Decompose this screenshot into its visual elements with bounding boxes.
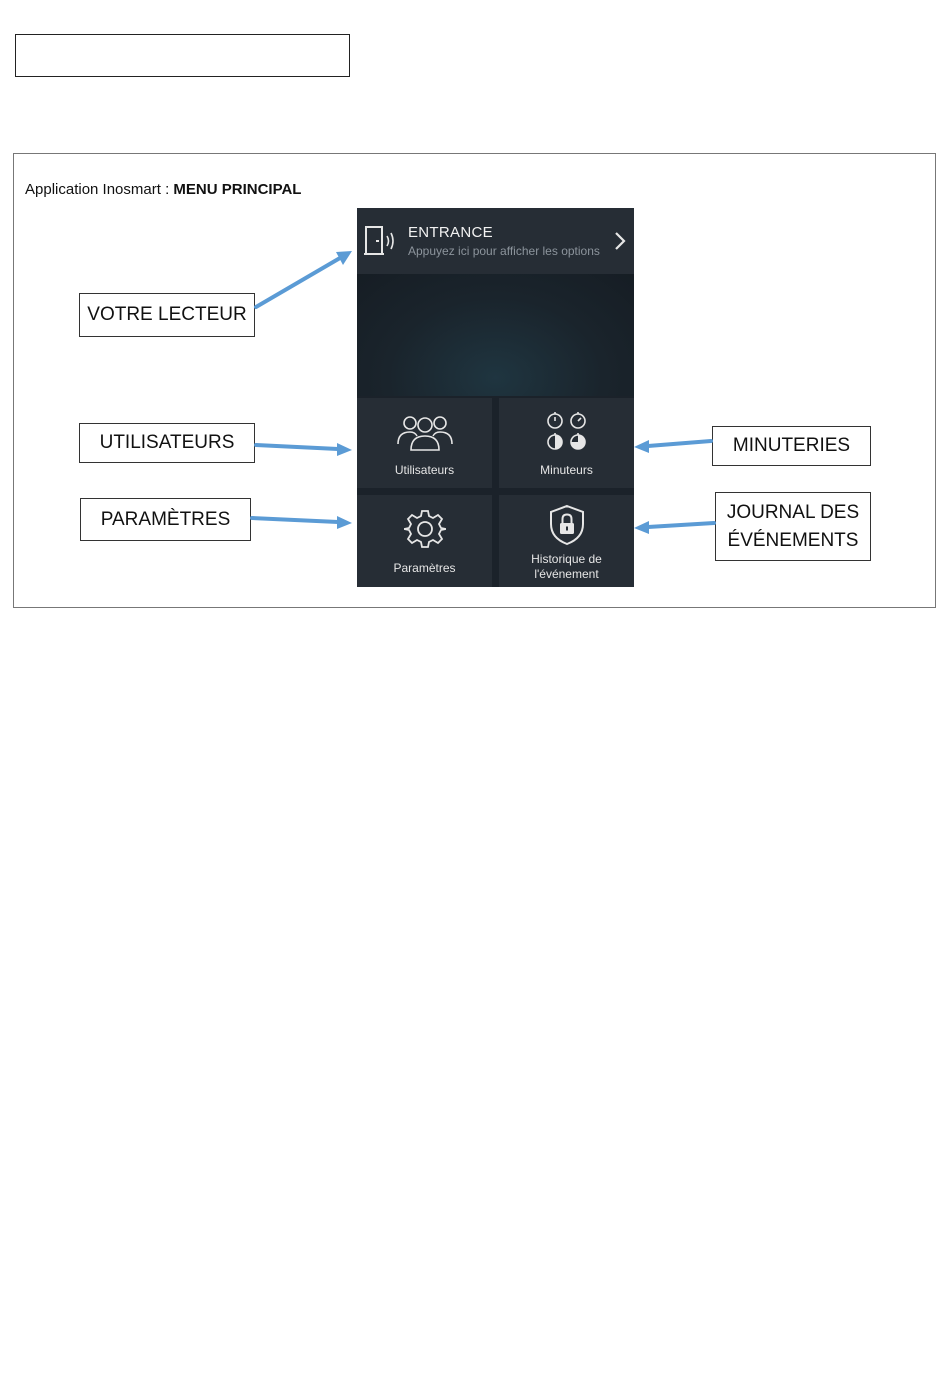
reader-hint: Appuyez ici pour afficher les options <box>408 244 600 258</box>
hero-area <box>357 274 634 396</box>
tile-parametres[interactable] <box>357 495 492 587</box>
tile-label-utilisateurs: Utilisateurs <box>394 463 455 477</box>
callout-utilisateurs: UTILISATEURS <box>79 423 255 463</box>
timers-icon <box>544 408 590 454</box>
caption-title: MENU PRINCIPAL <box>173 181 302 198</box>
tile-historique[interactable] <box>499 495 634 587</box>
callout-journal-des-evenements: JOURNAL DES ÉVÉNEMENTS <box>715 492 871 561</box>
callout-votre-lecteur: VOTRE LECTEUR <box>79 293 255 337</box>
tile-label-minuteurs: Minuteurs <box>540 463 593 477</box>
door-icon <box>363 224 397 258</box>
chevron-right-icon <box>613 230 627 252</box>
reader-name: ENTRANCE <box>408 224 493 241</box>
tile-utilisateurs[interactable] <box>357 398 492 488</box>
caption-prefix: Application Inosmart : <box>25 181 174 198</box>
callout-parametres: PARAMÈTRES <box>80 498 251 541</box>
users-icon <box>395 410 455 452</box>
figure-caption <box>25 181 301 198</box>
gear-icon <box>404 508 446 550</box>
empty-header-box <box>15 34 350 77</box>
tile-label-historique: Historique de l'événement <box>531 552 602 581</box>
tile-label-parametres: Paramètres <box>393 561 456 575</box>
tile-minuteurs[interactable] <box>499 398 634 488</box>
phone-main-menu <box>357 208 634 587</box>
callout-minuteries: MINUTERIES <box>712 426 871 466</box>
reader-header[interactable] <box>357 208 634 274</box>
shield-lock-icon <box>548 504 586 546</box>
